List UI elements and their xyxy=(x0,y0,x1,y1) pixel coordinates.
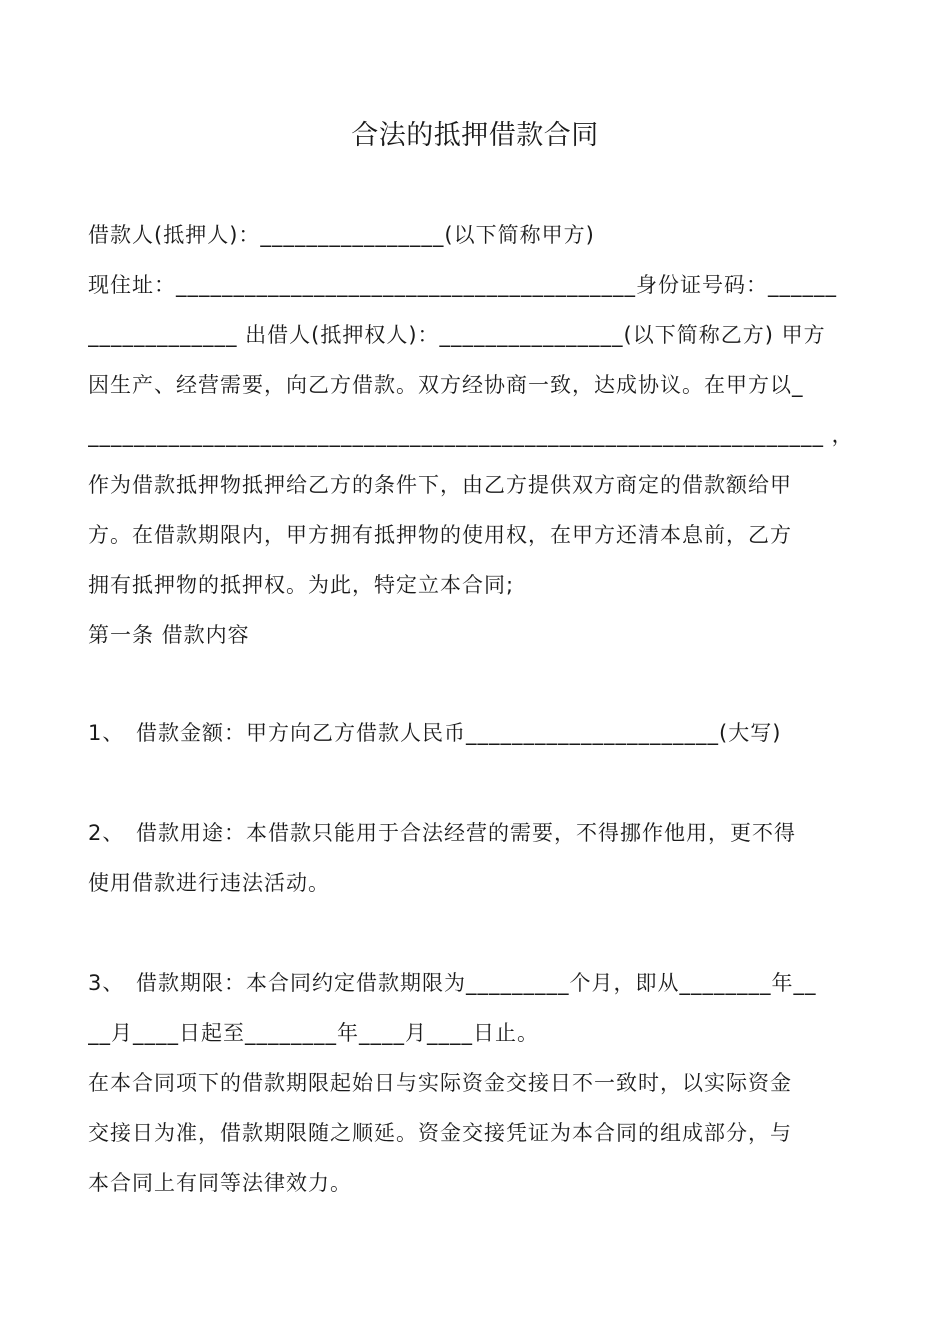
preamble xyxy=(88,210,863,660)
preamble-line: 借款人(抵押人)：________________(以下简称甲方) xyxy=(88,223,595,247)
closing-line: 在本合同项下的借款期限起始日与实际资金交接日不一致时，以实际资金 xyxy=(88,1071,792,1095)
preamble-line: 现住址：________________________________________身份证号码：______ xyxy=(88,273,837,297)
preamble-line: 作为借款抵押物抵押给乙方的条件下，由乙方提供双方商定的借款额给甲 xyxy=(88,473,792,497)
document-title: 合法的抵押借款合同 xyxy=(351,120,599,151)
item-1 xyxy=(88,708,863,758)
item-2-line-continued: 使用借款进行违法活动。 xyxy=(88,871,330,895)
closing-line: 交接日为准，借款期限随之顺延。资金交接凭证为本合同的组成部分，与 xyxy=(88,1121,792,1145)
item-2-number: 2、 xyxy=(88,821,125,845)
article-1-heading: 第一条 借款内容 xyxy=(88,623,250,647)
item-3-text: 借款期限：本合同约定借款期限为_________个月，即从________年__ xyxy=(136,971,817,995)
item-3-number: 3、 xyxy=(88,971,125,995)
item-2 xyxy=(88,808,863,908)
preamble-line: 拥有抵押物的抵押权。为此，特定立本合同; xyxy=(88,573,515,597)
item-1-text: 借款金额：甲方向乙方借款人民币______________________(大写) xyxy=(136,721,782,745)
item-3 xyxy=(88,958,863,1208)
item-2-line xyxy=(88,808,863,858)
item-1-line xyxy=(88,708,863,758)
item-3-line-continued: __月____日起至________年____月____日止。 xyxy=(88,1021,539,1045)
preamble-line: ________________________________________________________________ ， xyxy=(88,423,854,447)
item-3-line xyxy=(88,958,863,1008)
closing-line: 本合同上有同等法律效力。 xyxy=(88,1171,352,1195)
preamble-line: 方。在借款期限内，甲方拥有抵押物的使用权，在甲方还清本息前，乙方 xyxy=(88,523,792,547)
item-2-text: 借款用途：本借款只能用于合法经营的需要，不得挪作他用，更不得 xyxy=(136,821,796,845)
preamble-line: _____________ 出借人(抵押权人)：________________(以下简称乙方) 甲方 xyxy=(88,323,826,347)
item-1-number: 1、 xyxy=(88,721,125,745)
preamble-line: 因生产、经营需要，向乙方借款。双方经协商一致，达成协议。在甲方以_ xyxy=(88,373,804,397)
